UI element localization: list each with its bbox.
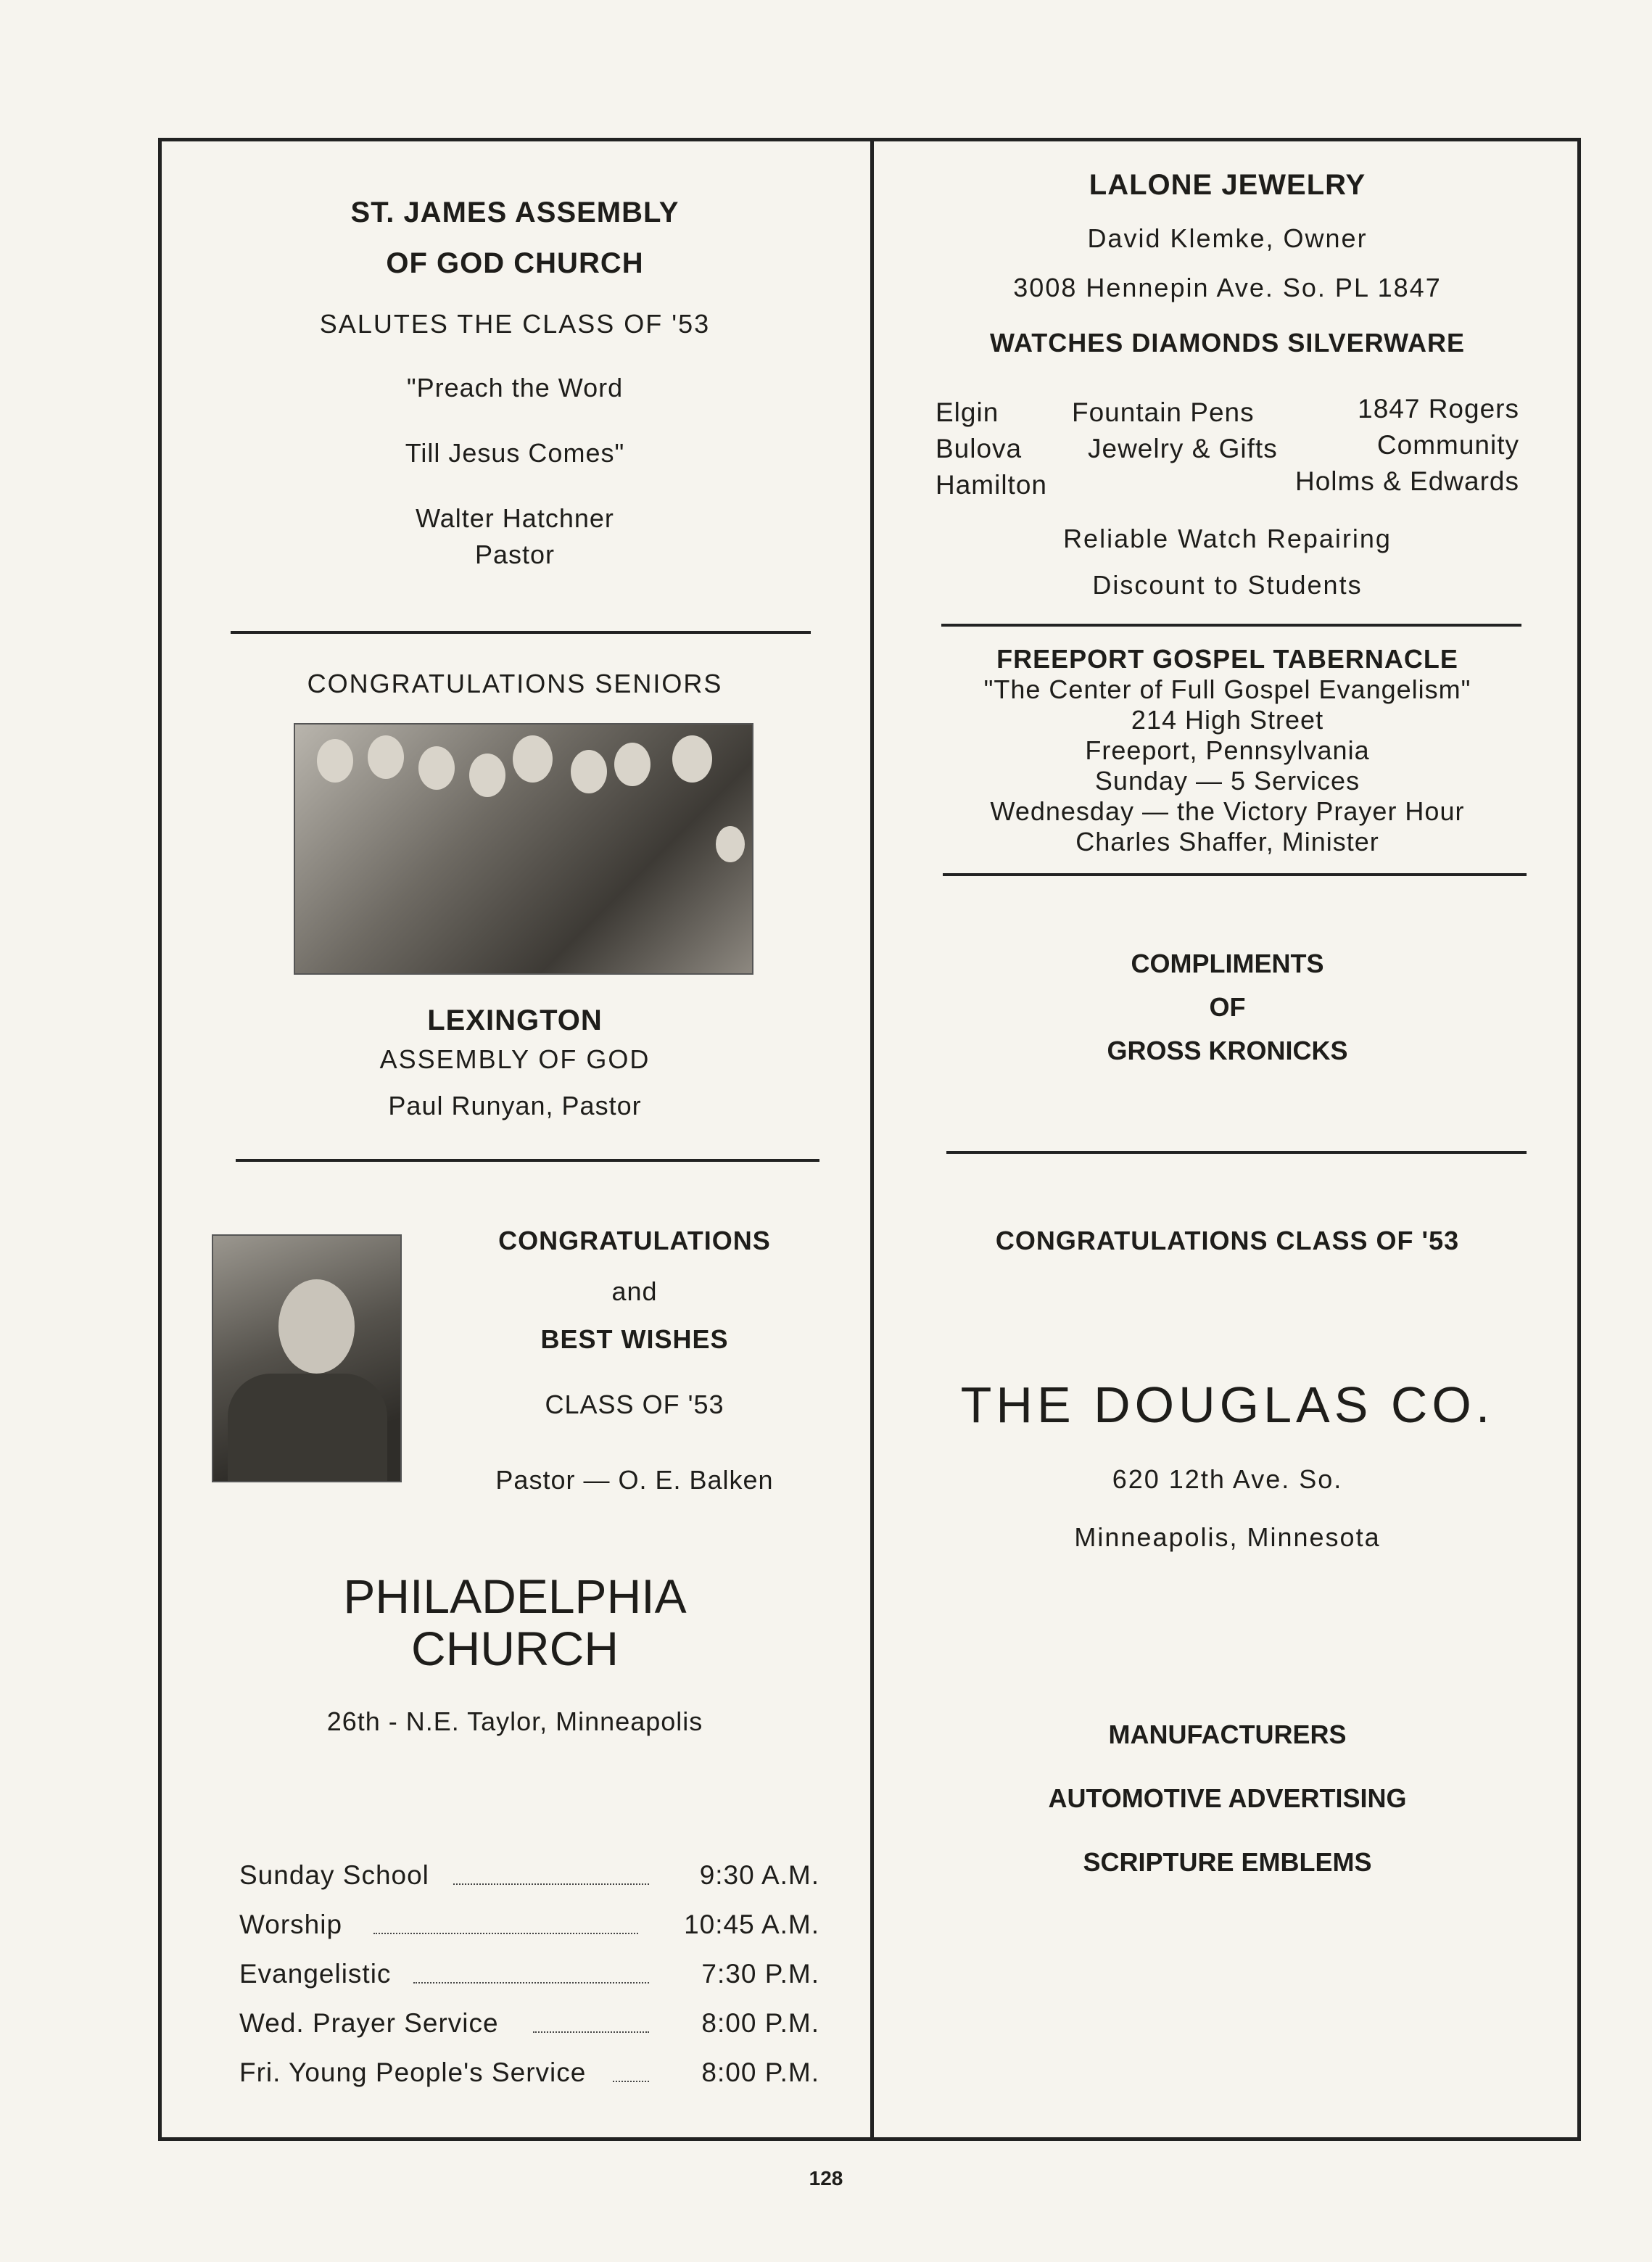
freeport-ad	[877, 644, 1577, 857]
douglas-name: THE DOUGLAS CO.	[960, 1376, 1495, 1433]
lalone-address: 3008 Hennepin Ave. So. PL 1847	[1013, 273, 1442, 302]
lexington-heading-block	[167, 669, 863, 699]
divider-right-3	[946, 1151, 1527, 1154]
pastor-portrait-photo	[212, 1234, 402, 1482]
schedule-row	[239, 1860, 819, 1910]
brand-item: 1847 Rogers	[1358, 394, 1519, 424]
douglas-line-1: MANUFACTURERS	[1108, 1720, 1347, 1749]
lexington-name: LEXINGTON	[427, 1004, 603, 1036]
schedule-label: Worship	[239, 1910, 343, 1939]
freeport-city: Freeport, Pennsylvania	[1085, 735, 1370, 765]
lexington-group-photo	[294, 723, 753, 975]
brand-item: Community	[1376, 430, 1519, 460]
gross-line-1: COMPLIMENTS	[1131, 949, 1324, 978]
douglas-congrats: CONGRATULATIONS CLASS OF '53	[995, 1226, 1460, 1255]
schedule-row	[239, 2008, 819, 2057]
douglas-co-ad	[877, 1226, 1577, 1878]
philadelphia-congrats	[435, 1226, 834, 1495]
page-number: 128	[809, 2167, 843, 2189]
lexington-subname: ASSEMBLY OF GOD	[379, 1044, 651, 1074]
schedule-time: 9:30 A.M.	[699, 1860, 819, 1890]
philadelphia-address: 26th - N.E. Taylor, Minneapolis	[326, 1706, 703, 1736]
divider-right-2	[943, 873, 1527, 876]
st-james-pastor-title: Pastor	[474, 540, 556, 569]
schedule-time: 8:00 P.M.	[701, 2008, 819, 2038]
divider-left-2	[236, 1159, 819, 1162]
gross-line-2: OF	[1209, 992, 1246, 1022]
service-schedule	[239, 1860, 819, 2107]
freeport-wednesday: Wednesday — the Victory Prayer Hour	[990, 796, 1465, 826]
st-james-salute: SALUTES THE CLASS OF '53	[319, 309, 711, 339]
lexington-ad	[167, 1004, 863, 1121]
lalone-name: LALONE JEWELRY	[1089, 169, 1366, 201]
schedule-time: 10:45 A.M.	[684, 1910, 819, 1939]
lexington-heading: CONGRATULATIONS SENIORS	[307, 669, 723, 698]
philadelphia-class: CLASS OF '53	[545, 1390, 724, 1419]
column-divider	[870, 138, 874, 2141]
lalone-discount: Discount to Students	[1092, 570, 1363, 600]
schedule-row	[239, 2057, 819, 2107]
philadelphia-name-block	[167, 1570, 863, 1737]
philadelphia-name-2: CHURCH	[411, 1622, 619, 1675]
brand-item: Hamilton	[936, 470, 1047, 500]
divider-left-1	[231, 631, 811, 634]
schedule-label: Evangelistic	[239, 1959, 392, 1989]
freeport-sunday: Sunday — 5 Services	[1094, 766, 1360, 796]
douglas-city: Minneapolis, Minnesota	[1074, 1522, 1381, 1552]
douglas-line-2: AUTOMOTIVE ADVERTISING	[1048, 1783, 1407, 1813]
freeport-name: FREEPORT GOSPEL TABERNACLE	[996, 644, 1458, 674]
schedule-time: 7:30 P.M.	[701, 1959, 819, 1989]
leader-dots	[613, 2081, 649, 2082]
st-james-pastor-name: Walter Hatchner	[416, 503, 614, 533]
philadelphia-congrats-title: CONGRATULATIONS	[498, 1226, 771, 1255]
brand-item: Elgin	[936, 397, 999, 427]
leader-dots	[533, 2031, 649, 2033]
schedule-time: 8:00 P.M.	[701, 2057, 819, 2087]
brand-item: Bulova	[936, 434, 1023, 463]
philadelphia-best-wishes: BEST WISHES	[540, 1324, 729, 1354]
freeport-street: 214 High Street	[1131, 705, 1324, 735]
lalone-categories: WATCHES DIAMONDS SILVERWARE	[989, 328, 1466, 358]
st-james-ad	[167, 196, 863, 570]
schedule-row	[239, 1959, 819, 2008]
st-james-name-2: OF GOD CHURCH	[386, 247, 644, 279]
lalone-jewelry-ad	[877, 169, 1577, 358]
brand-item: Jewelry & Gifts	[1088, 434, 1278, 463]
douglas-line-3: SCRIPTURE EMBLEMS	[1083, 1847, 1372, 1877]
lexington-pastor: Paul Runyan, Pastor	[388, 1091, 642, 1120]
gross-kronicks-ad	[877, 949, 1577, 1066]
douglas-address: 620 12th Ave. So.	[1112, 1464, 1343, 1494]
philadelphia-and: and	[611, 1276, 658, 1306]
leader-dots	[453, 1883, 649, 1885]
st-james-quote-1: "Preach the Word	[406, 373, 624, 403]
schedule-label: Wed. Prayer Service	[239, 2008, 499, 2038]
philadelphia-pastor: Pastor — O. E. Balken	[495, 1465, 774, 1495]
philadelphia-name-1: PHILADELPHIA	[343, 1569, 687, 1623]
schedule-label: Sunday School	[239, 1860, 429, 1890]
st-james-quote-2: Till Jesus Comes"	[405, 438, 625, 468]
st-james-name-1: ST. JAMES ASSEMBLY	[350, 197, 680, 228]
lalone-owner: David Klemke, Owner	[1087, 223, 1368, 253]
freeport-minister: Charles Shaffer, Minister	[1075, 827, 1379, 856]
leader-dots	[413, 1982, 649, 1984]
schedule-row	[239, 1910, 819, 1959]
lalone-repair: Reliable Watch Repairing	[1063, 524, 1392, 553]
schedule-label: Fri. Young People's Service	[239, 2057, 587, 2087]
brand-item: Holms & Edwards	[1294, 466, 1519, 496]
divider-right-1	[941, 624, 1521, 627]
leader-dots	[373, 1933, 638, 1934]
lalone-footer	[877, 524, 1577, 600]
lalone-brands	[936, 394, 1519, 506]
gross-line-3: GROSS KRONICKS	[1107, 1036, 1348, 1065]
brand-item: Fountain Pens	[1072, 397, 1255, 427]
freeport-motto: "The Center of Full Gospel Evangelism"	[983, 674, 1471, 704]
